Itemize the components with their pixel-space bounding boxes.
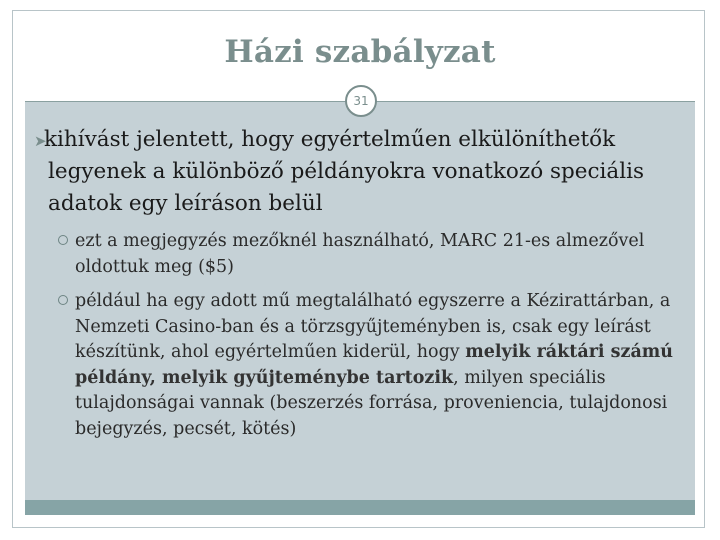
sub-bullet-2: [58, 289, 678, 442]
page-number-badge: 31: [345, 85, 377, 117]
circle-bullet-icon: [58, 295, 68, 305]
curved-arrow-bullet-icon: ➤: [34, 132, 47, 150]
main-bullet: [34, 124, 688, 220]
sub-bullet-2-text: [58, 289, 678, 442]
sub-bullet-1-text: ezt a megjegyzés mezőknél használható, MARC 21-es almezővel oldottuk meg ($5): [75, 231, 645, 277]
sub-bullet-2-text-end: , milyen speciális tulajdonságai vannak (beszerzés forrása, proveniencia, tulajdonosi bejegyzés, pecsét, kötés): [75, 367, 668, 439]
main-bullet-text: kihívást jelentett, hogy egyértelműen elkülöníthetők legyenek a különböző példányokra vonatkozó speciális adatok egy leíráson belül: [44, 127, 645, 216]
sub-bullet-1: [58, 229, 678, 280]
footer-bar: [25, 500, 695, 515]
circle-bullet-icon: [58, 235, 68, 245]
sub-bullet-2-text-start: például ha egy adott mű megtalálható egyszerre a Kézirattárban, a Nemzeti Casino-ban és a törzsgyűjteményben is, csak egy leírást készítünk, ahol egyértelműen kiderül, hogy: [75, 291, 671, 362]
sub-bullet-2-emphasis: melyik ráktári számú példány, melyik gyűjteménybe tartozik: [75, 342, 674, 388]
slide-title: Házi szabályzat: [224, 34, 496, 70]
